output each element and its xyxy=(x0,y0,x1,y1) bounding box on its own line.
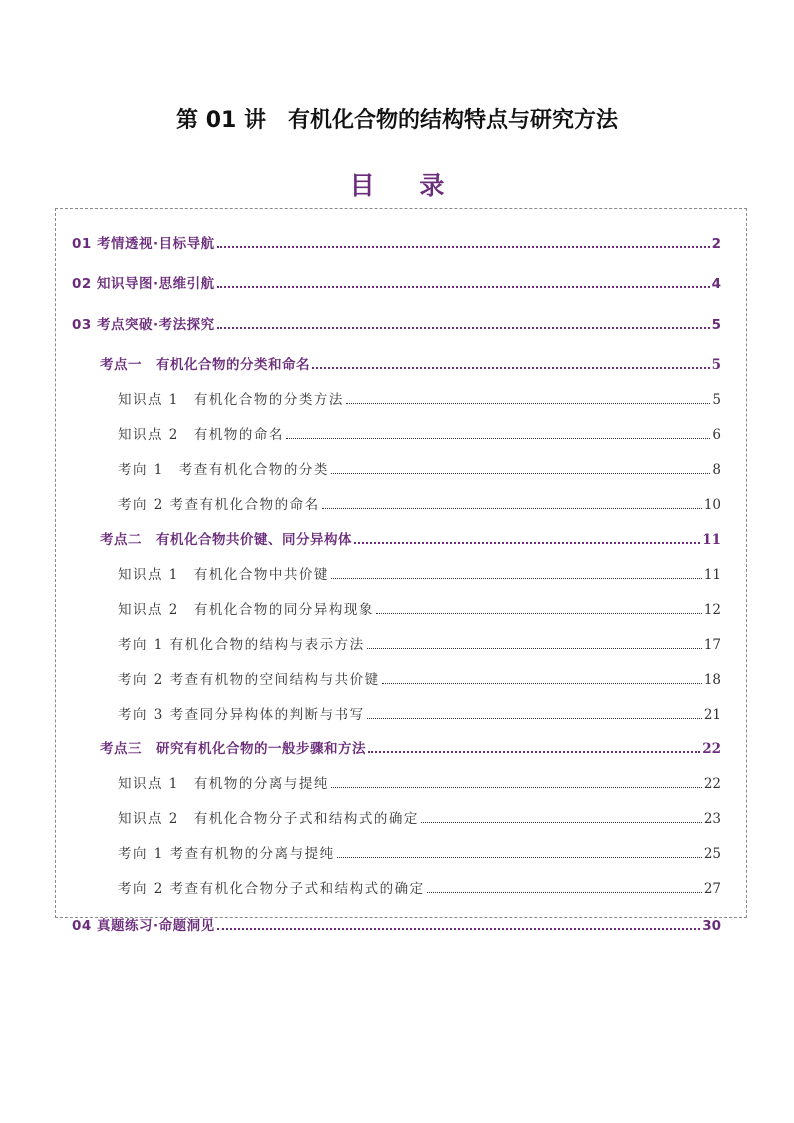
toc-entry-label: 考向 2 考查有机化合物的命名 xyxy=(118,497,320,513)
toc-entry-page: 11 xyxy=(702,532,721,548)
toc-entry-label: 知识点 1 有机化合物的分类方法 xyxy=(118,392,344,408)
dot-leader xyxy=(322,508,702,509)
toc-entry-label: 03 考点突破·考法探究 xyxy=(72,317,215,333)
dot-leader xyxy=(368,751,700,753)
dot-leader xyxy=(217,286,710,288)
toc-heading: 目 录 xyxy=(349,171,463,200)
toc-entry-label: 考向 2 考查有机化合物分子式和结构式的确定 xyxy=(118,881,425,897)
dot-leader xyxy=(217,327,710,329)
toc-entry-section-01[interactable] xyxy=(72,232,721,252)
dot-leader xyxy=(367,648,702,649)
toc-entry-page: 12 xyxy=(703,602,721,618)
toc-entry-direction-1-1[interactable] xyxy=(118,458,721,478)
toc-entry-knowledge-3-2[interactable] xyxy=(118,807,721,827)
dot-leader xyxy=(382,683,702,684)
toc-entry-direction-2-1[interactable] xyxy=(118,633,721,653)
toc-entry-direction-3-1[interactable] xyxy=(118,842,721,862)
toc-entry-page: 17 xyxy=(703,637,721,653)
toc-entry-topic-2[interactable] xyxy=(100,528,721,548)
dot-leader xyxy=(421,822,702,823)
toc-entry-label: 考向 1 考查有机化合物的分类 xyxy=(118,462,329,478)
toc-entry-page: 5 xyxy=(711,317,721,333)
toc-entry-page: 5 xyxy=(712,392,721,408)
toc-entry-direction-1-2[interactable] xyxy=(118,493,721,513)
toc-entry-label: 01 考情透视·目标导航 xyxy=(72,236,215,252)
dot-leader xyxy=(217,928,701,930)
toc-entry-label: 考点二 有机化合物共价键、同分异构体 xyxy=(100,532,352,548)
toc-entry-page: 25 xyxy=(703,846,721,862)
document-title: 第 01 讲 有机化合物的结构特点与研究方法 xyxy=(176,108,618,133)
dot-leader xyxy=(331,473,711,474)
dot-leader xyxy=(367,718,702,719)
toc-entry-label: 知识点 1 有机化合物中共价键 xyxy=(118,567,329,583)
toc-entry-label: 考点一 有机化合物的分类和命名 xyxy=(100,357,310,373)
dot-leader xyxy=(427,892,702,893)
toc-entry-label: 04 真题练习·命题洞见 xyxy=(72,918,215,934)
toc-entry-direction-2-3[interactable] xyxy=(118,703,721,723)
toc-entry-page: 22 xyxy=(703,776,721,792)
toc-entry-label: 考向 1 有机化合物的结构与表示方法 xyxy=(118,637,365,653)
toc-entry-page: 10 xyxy=(703,497,721,513)
dot-leader xyxy=(331,787,702,788)
toc-entry-label: 知识点 2 有机化合物的同分异构现象 xyxy=(118,602,374,618)
dot-leader xyxy=(312,367,710,369)
toc-entry-page: 11 xyxy=(703,567,721,583)
toc-entry-section-03[interactable] xyxy=(72,313,721,333)
dot-leader xyxy=(354,542,700,544)
toc-entry-knowledge-3-1[interactable] xyxy=(118,772,721,792)
toc-entry-section-04[interactable] xyxy=(72,914,721,934)
toc-entry-topic-1[interactable] xyxy=(100,353,721,373)
toc-entry-page: 30 xyxy=(702,918,721,934)
toc-entry-label: 考向 3 考查同分异构体的判断与书写 xyxy=(118,707,365,723)
dot-leader xyxy=(331,578,702,579)
toc-entry-knowledge-2-1[interactable] xyxy=(118,563,721,583)
toc-entry-label: 考向 1 考查有机物的分离与提纯 xyxy=(118,846,335,862)
dot-leader xyxy=(286,438,711,439)
toc-entry-page: 18 xyxy=(703,672,721,688)
toc-entry-label: 知识点 2 有机化合物分子式和结构式的确定 xyxy=(118,811,419,827)
toc-entry-knowledge-2-2[interactable] xyxy=(118,598,721,618)
toc-entry-label: 02 知识导图·思维引航 xyxy=(72,276,215,292)
dot-leader xyxy=(376,613,702,614)
toc-entry-page: 23 xyxy=(703,811,721,827)
toc-entry-knowledge-1-2[interactable] xyxy=(118,423,721,443)
toc-entry-page: 2 xyxy=(711,236,721,252)
toc-entry-section-02[interactable] xyxy=(72,272,721,292)
toc-entry-label: 考点三 研究有机化合物的一般步骤和方法 xyxy=(100,741,366,757)
toc-entry-page: 8 xyxy=(712,462,721,478)
toc-entry-page: 5 xyxy=(711,357,721,373)
dot-leader xyxy=(346,403,711,404)
toc-entry-label: 知识点 2 有机物的命名 xyxy=(118,427,284,443)
toc-entry-knowledge-1-1[interactable] xyxy=(118,388,721,408)
toc-entry-page: 4 xyxy=(711,276,721,292)
toc-entry-page: 6 xyxy=(712,427,721,443)
dot-leader xyxy=(217,246,710,248)
toc-entry-direction-3-2[interactable] xyxy=(118,877,721,897)
toc-entry-topic-3[interactable] xyxy=(100,737,721,757)
toc-entry-label: 知识点 1 有机物的分离与提纯 xyxy=(118,776,329,792)
toc-entry-page: 21 xyxy=(703,707,721,723)
toc-entry-page: 22 xyxy=(702,741,721,757)
dot-leader xyxy=(337,857,702,858)
toc-entry-page: 27 xyxy=(703,881,721,897)
toc-entry-direction-2-2[interactable] xyxy=(118,668,721,688)
toc-entry-label: 考向 2 考查有机物的空间结构与共价键 xyxy=(118,672,380,688)
